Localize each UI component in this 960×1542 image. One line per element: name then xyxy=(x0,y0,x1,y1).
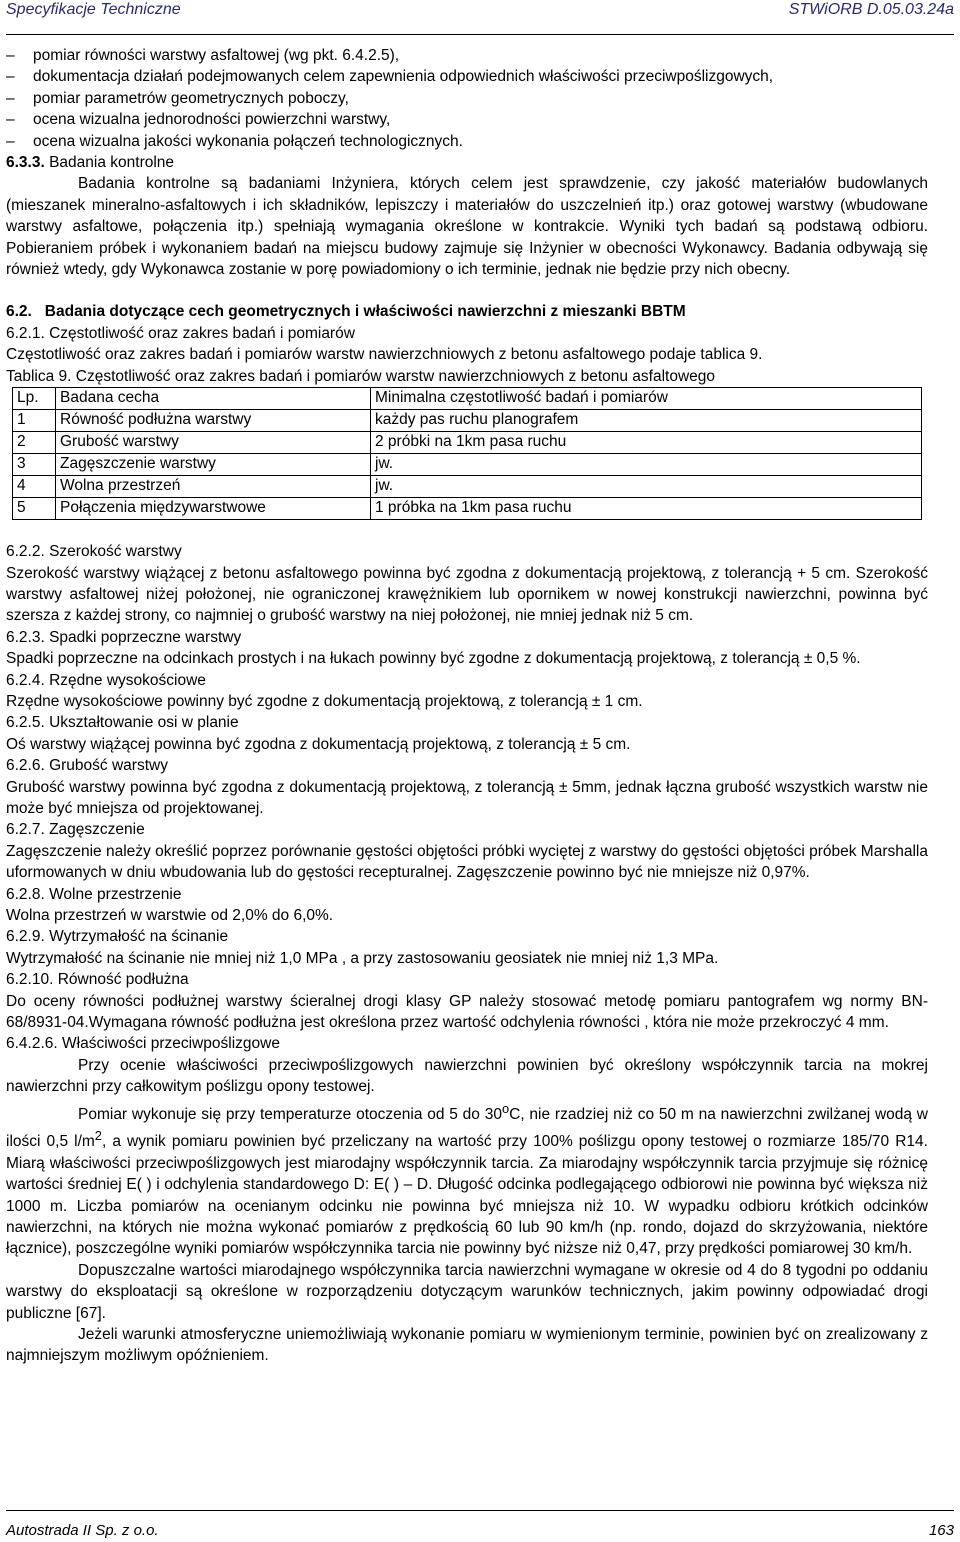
table-cell: 4 xyxy=(13,476,56,498)
table-cell: jw. xyxy=(371,476,922,498)
paragraph: Przy ocenie właściwości przeciwpoślizgowych nawierzchni powinien być określony współczynnik tarcia na mokrej nawierzchni przy całkowitym poślizgu opony testowej. xyxy=(6,1056,928,1096)
page-header xyxy=(6,0,954,35)
table-cell: 1 próbka na 1km pasa ruchu xyxy=(371,498,922,520)
subsection-heading: 6.2.3. Spadki poprzeczne warstwy xyxy=(6,628,242,646)
table-header-cell: Badana cecha xyxy=(56,388,371,410)
table-caption: Tablica 9. Częstotliwość oraz zakres badań i pomiarów warstw nawierzchniowych z betonu asfaltowego xyxy=(6,367,716,385)
list-item: – pomiar równości warstwy asfaltowej (wg pkt. 6.4.2.5), xyxy=(6,45,928,66)
paragraph: Grubość warstwy powinna być zgodna z dokumentacją projektową, z tolerancją ± 5mm, jednak łączna grubość wszystkich warstw nie może być mniejsza od projektowanej. xyxy=(6,778,928,817)
table-header-row xyxy=(13,388,922,410)
dash-list xyxy=(6,45,928,152)
paragraph: Dopuszczalne wartości miarodajnego współczynnika tarcia nawierzchni wymagane w okresie od 4 do 8 tygodni po oddaniu warstwy do eksploatacji są określone w rozporządzeniu dotyczącym warunków technicznych, jakim powinny odpowiadać drogi publiczne [67]. xyxy=(6,1261,928,1322)
table-cell: Zagęszczenie warstwy xyxy=(56,454,371,476)
subsection-heading: 6.4.2.6. Właściwości przeciwpoślizgowe xyxy=(6,1035,280,1053)
header-doc-code: STWiORB D.05.03.24a xyxy=(788,1,954,18)
paragraph: Badania kontrolne są badaniami Inżyniera, których celem jest sprawdzenie, czy jakość materiałów budowlanych (mieszanek mineralno-asfaltowych i ich składników, lepiszczy i materiałów do uszczelnień itp.) oraz gotowej warstwy (wbudowane warstwy asfaltowe, połączenia itp.) spełniają wymagania określone w kontrakcie. Wyniki tych badań są podstawą odbioru. Pobieraniem próbek i wykonaniem badań na miejscu budowy zajmuje się Inżynier w obecności Wykonawcy. Badania odbywają się również wtedy, gdy Wykonawca zostanie w porę powiadomiony o ich terminie, jednak nie będzie przy nich obecny. xyxy=(6,175,928,279)
section-heading xyxy=(6,152,928,173)
table-cell: 2 xyxy=(13,432,56,454)
subsection-heading: 6.2.9. Wytrzymałość na ścinanie xyxy=(6,928,229,946)
list-item: – ocena wizualna jednorodności powierzchni warstwy, xyxy=(6,109,928,130)
document-body xyxy=(6,45,928,1367)
subsection-heading: 6.2.1. Częstotliwość oraz zakres badań i pomiarów xyxy=(6,324,355,342)
table-cell: 5 xyxy=(13,498,56,520)
subsection-heading: 6.2.7. Zagęszczenie xyxy=(6,821,145,839)
table-cell: każdy pas ruchu planografem xyxy=(371,410,922,432)
list-item: – pomiar parametrów geometrycznych poboczy, xyxy=(6,88,928,109)
section-number: 6.2. xyxy=(6,303,32,321)
table-cell: Grubość warstwy xyxy=(56,432,371,454)
subsection-heading: 6.2.4. Rzędne wysokościowe xyxy=(6,671,206,689)
paragraph: Częstotliwość oraz zakres badań i pomiarów warstw nawierzchniowych z betonu asfaltowego podaje tablica 9. xyxy=(6,346,763,364)
page-number: 163 xyxy=(928,1522,954,1539)
paragraph xyxy=(6,1098,928,1260)
table-row xyxy=(13,454,922,476)
paragraph: Do oceny równości podłużnej warstwy ścieralnej drogi klasy GP należy stosować metodę pomiaru pantografem wg normy BN-68/8931-04.Wymagana równość podłużna jest określona przez wartość odchylenia równości , która nie może przekroczyć 4 mm. xyxy=(6,992,928,1032)
paragraph-text: Pomiar wykonuje się przy temperaturze otoczenia od 5 do 30 xyxy=(78,1105,502,1123)
paragraph-text: C, nie rzadziej niż co 50 m na nawierzchni zwilżanej wodą w ilości 0,5 l/m xyxy=(6,1105,928,1151)
paragraph: Spadki poprzeczne na odcinkach prostych i na łukach powinny być zgodne z dokumentacją projektową, z tolerancją ± 0,5 %. xyxy=(6,650,861,668)
section-number: 6.3.3. xyxy=(6,154,45,172)
subsection-heading: 6.2.6. Grubość warstwy xyxy=(6,757,168,775)
list-item: – dokumentacja działań podejmowanych celem zapewnienia odpowiednich właściwości przeciwpoślizgowych, xyxy=(6,66,928,87)
table-row xyxy=(13,432,922,454)
degree-superscript: o xyxy=(501,1100,510,1116)
table-cell: 2 próbki na 1km pasa ruchu xyxy=(371,432,922,454)
table-header-cell: Minimalna częstotliwość badań i pomiarów xyxy=(371,388,922,410)
footer-company: Autostrada II Sp. z o.o. xyxy=(6,1522,159,1539)
list-item: – ocena wizualna jakości wykonania połączeń technologicznych. xyxy=(6,131,928,152)
table-cell: Połączenia międzywarstwowe xyxy=(56,498,371,520)
subsection-heading: 6.2.8. Wolne przestrzenie xyxy=(6,885,182,903)
paragraph: Rzędne wysokościowe powinny być zgodne z dokumentacją projektową, z tolerancją ± 1 cm. xyxy=(6,692,643,710)
table-row xyxy=(13,410,922,432)
subsection-heading: 6.2.10. Równość podłużna xyxy=(6,971,189,989)
table-row xyxy=(13,498,922,520)
table-cell: jw. xyxy=(371,454,922,476)
header-doc-type: Specyfikacje Techniczne xyxy=(6,1,181,18)
subsection-heading: 6.2.5. Ukształtowanie osi w planie xyxy=(6,714,239,732)
table-row xyxy=(13,476,922,498)
table-cell: 1 xyxy=(13,410,56,432)
table-cell: 3 xyxy=(13,454,56,476)
page-footer xyxy=(6,1510,954,1542)
section-title: Badania kontrolne xyxy=(49,154,175,172)
frequency-table xyxy=(12,387,922,520)
subsection-heading: 6.2.2. Szerokość warstwy xyxy=(6,543,182,561)
section-title: Badania dotyczące cech geometrycznych i właściwości nawierzchni z mieszanki BBTM xyxy=(44,303,686,321)
paragraph: Oś warstwy wiążącej powinna być zgodna z dokumentacją projektową, z tolerancją ± 5 cm. xyxy=(6,735,631,753)
table-cell: Równość podłużna warstwy xyxy=(56,410,371,432)
paragraph: Szerokość warstwy wiążącej z betonu asfaltowego powinna być zgodna z dokumentacją projektową, z tolerancją + 5 cm. Szerokość warstwy asfaltowej niżej położonej, nie ograniczonej krawężnikiem lub opornikem w nowej konstrukcji nawierzchni, powinna być szersza z każdej strony, co najmniej o grubość warstwy na niej położonej, nie mniej jednak niż 5 cm. xyxy=(6,564,928,625)
paragraph: Zagęszczenie należy określić poprzez porównanie gęstości objętości próbki wyciętej z warstwy do gęstości objętości próbek Marshalla uformowanych w dniu wbudowania lub do gęstości recepturalnej. Zagęszczenie powinno być nie mniejsze niż 0,97%. xyxy=(6,842,928,882)
table-header-cell: Lp. xyxy=(13,388,56,410)
table-cell: Wolna przestrzeń xyxy=(56,476,371,498)
section-heading xyxy=(6,301,928,322)
paragraph: Wytrzymałość na ścinanie nie mniej niż 1,0 MPa , a przy zastosowaniu geosiatek nie mniej niż 1,3 MPa. xyxy=(6,949,719,967)
paragraph: Wolna przestrzeń w warstwie od 2,0% do 6,0%. xyxy=(6,907,334,924)
unit-superscript: 2 xyxy=(94,1128,102,1144)
paragraph-text: , a wynik pomiaru powinien być przeliczany na wartość przy 100% poślizgu opony testowej o rozmiarze 185/70 R14. Miarą właściwości przeciwpoślizgowych jest miarodajny współczynnik tarcia. Za miarodajny współczynnik tarcia przyjmuje się różnicę wartości średniej E( ) i odchylenia standardowego D: E( ) – D. Długość odcinka podlegającego odbiorowi nie powinna być większa niż 1000 m. Liczba pomiarów na ocenianym odcinku nie powinna być mniejsza niż 10. W wypadku odbioru krótkich odcinków nawierzchni, na których nie można wykonać pomiarów z prędkością 60 lub 90 km/h (np. rondo, dojazd do skrzyżowania, niektóre łącznice), poszczególne wyniki pomiarów współczynnika tarcia nie powinny być niższe niż 0,47, przy prędkości pomiarowej 30 km/h. xyxy=(6,1133,928,1258)
paragraph: Jeżeli warunki atmosferyczne uniemożliwiają wykonanie pomiaru w wymienionym terminie, powinien być on zrealizowany z najmniejszym możliwym opóźnieniem. xyxy=(6,1326,928,1365)
